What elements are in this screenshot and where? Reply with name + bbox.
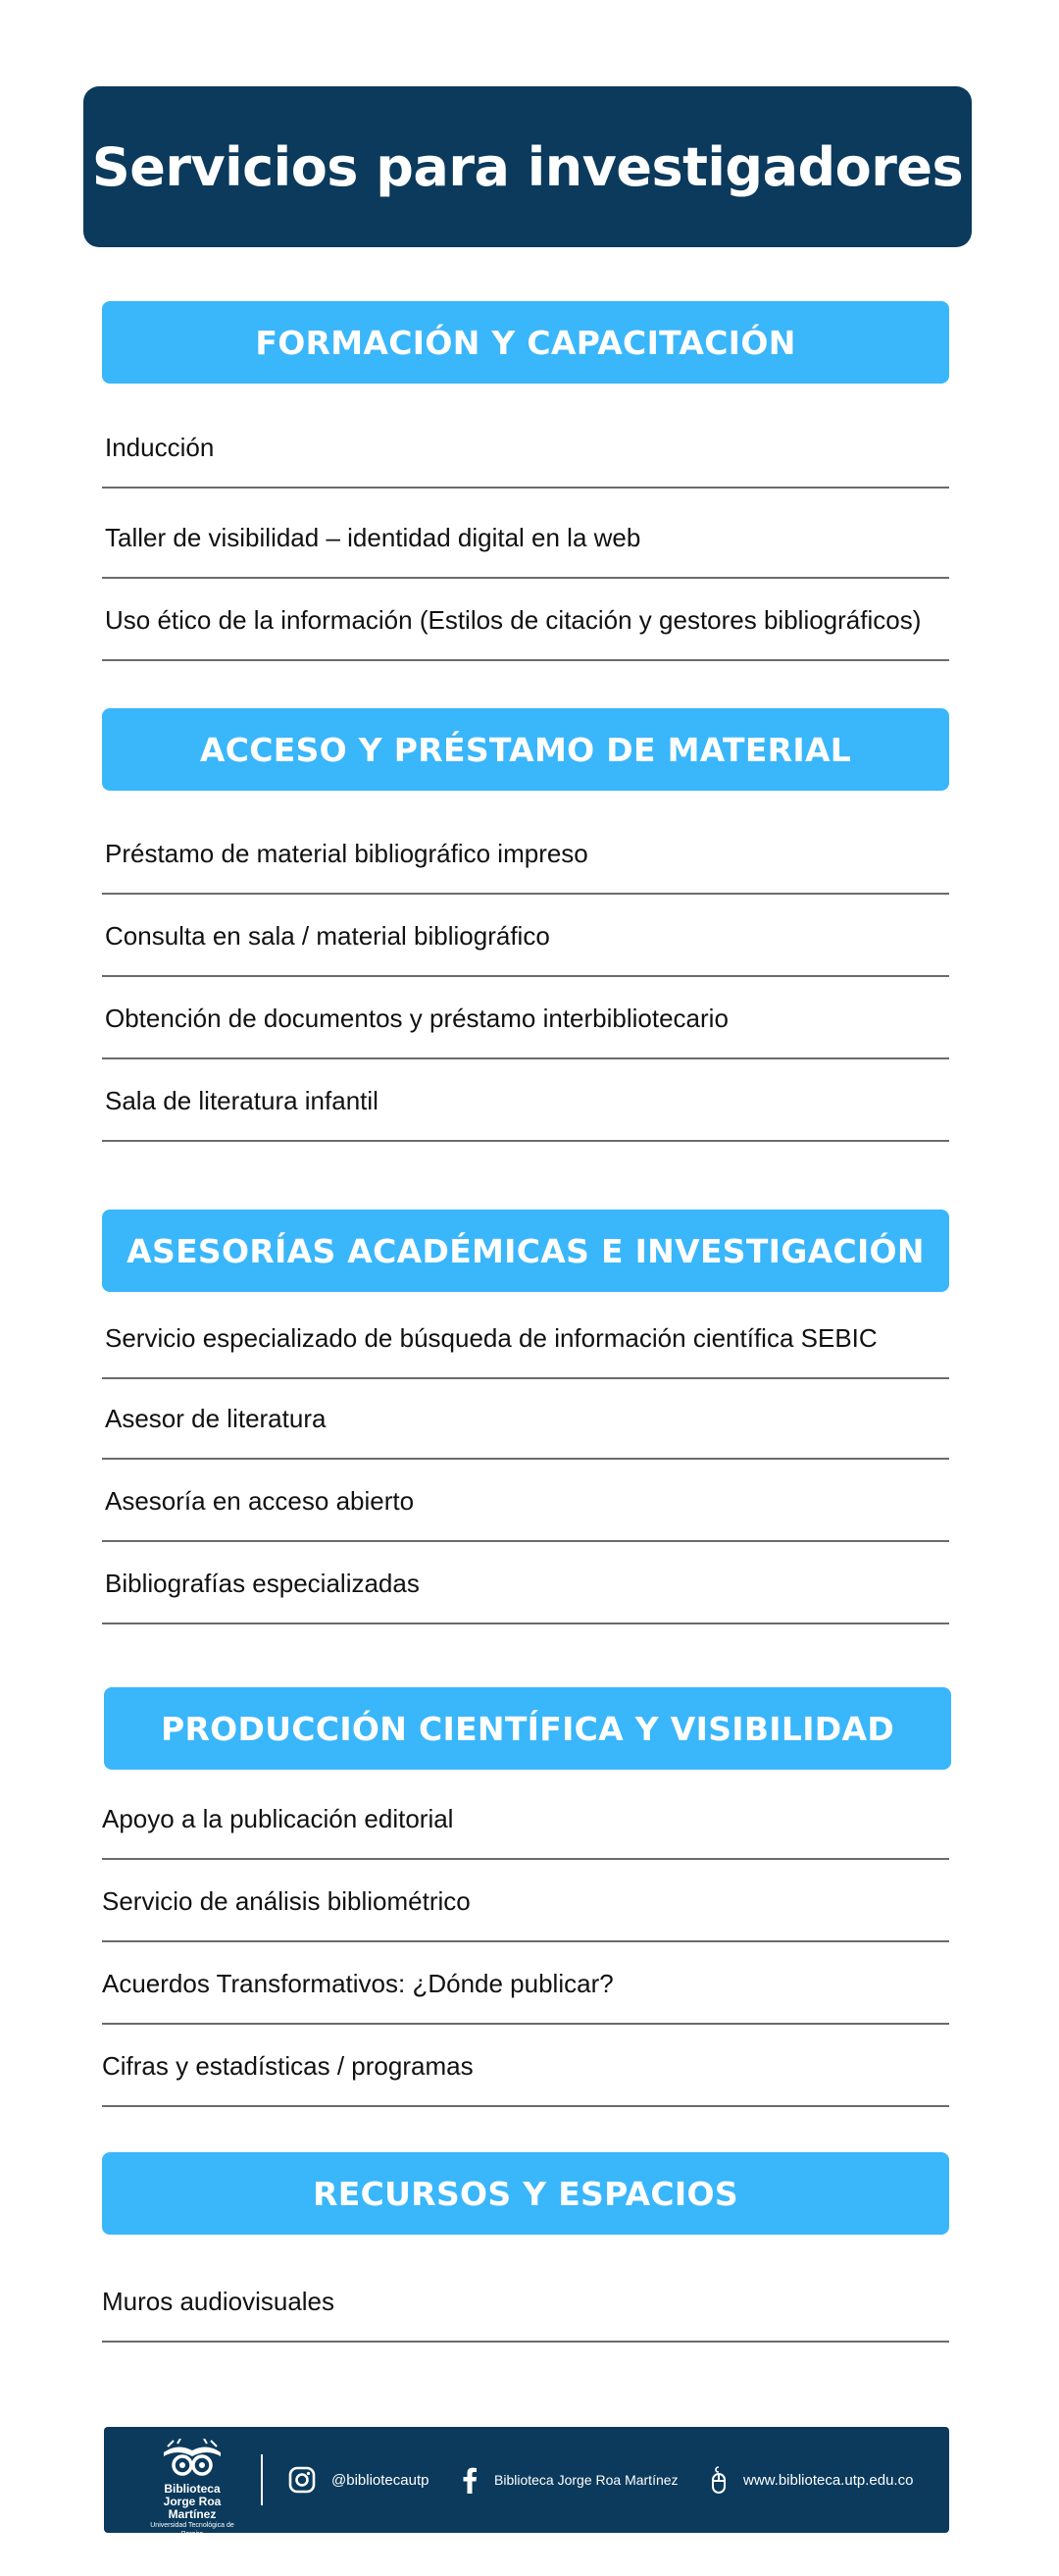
list-item-label: Bibliografías especializadas	[105, 1569, 420, 1598]
section-header-formacion	[102, 301, 949, 384]
list-item[interactable]	[102, 1295, 949, 1379]
facebook-page-name: Biblioteca Jorge Roa Martínez	[494, 2472, 679, 2488]
logo-text-line2: Jorge Roa Martínez	[163, 2495, 222, 2521]
section-title: PRODUCCIÓN CIENTÍFICA Y VISIBILIDAD	[160, 1709, 895, 1748]
list-item-label: Acuerdos Transformativos: ¿Dónde publicar?	[102, 1969, 614, 1998]
library-logo	[143, 2439, 241, 2539]
footer-bar	[104, 2427, 949, 2538]
list-item[interactable]	[102, 402, 949, 489]
page-title: Servicios para investigadores	[91, 135, 964, 198]
list-item[interactable]	[102, 1776, 949, 1860]
list-item-label: Préstamo de material bibliográfico impreso	[105, 839, 588, 868]
section-title: ACCESO Y PRÉSTAMO DE MATERIAL	[199, 730, 852, 769]
section-header-asesorias	[102, 1210, 949, 1292]
list-item-label: Inducción	[105, 433, 215, 462]
page-title-banner	[83, 86, 972, 247]
section-header-produccion	[104, 1687, 951, 1770]
list-item[interactable]	[102, 1458, 949, 1542]
list-item[interactable]	[102, 893, 949, 977]
list-item[interactable]	[102, 2023, 949, 2107]
list-item-label: Cifras y estadísticas / programas	[102, 2051, 474, 2081]
section-header-recursos	[102, 2152, 949, 2235]
list-item[interactable]	[102, 2256, 949, 2343]
list-item-label: Uso ético de la información (Estilos de citación y gestores bibliográficos)	[105, 605, 922, 635]
list-item[interactable]	[102, 1540, 949, 1624]
list-item-label: Asesoría en acceso abierto	[105, 1486, 415, 1516]
list-item[interactable]	[102, 975, 949, 1059]
list-item-label: Obtención de documentos y préstamo interbibliotecario	[105, 1004, 729, 1033]
instagram-icon	[288, 2466, 316, 2494]
list-item-label: Asesor de literatura	[105, 1404, 327, 1433]
list-item-label: Servicio especializado de búsqueda de información científica SEBIC	[105, 1323, 878, 1353]
list-item[interactable]	[102, 1057, 949, 1142]
section-title: ASESORÍAS ACADÉMICAS E INVESTIGACIÓN	[126, 1231, 925, 1270]
logo-text-line1: Biblioteca	[164, 2482, 221, 2496]
section-title: FORMACIÓN Y CAPACITACIÓN	[255, 323, 796, 362]
list-item-label: Apoyo a la publicación editorial	[102, 1804, 454, 1833]
list-item-label: Servicio de análisis bibliométrico	[102, 1886, 471, 1916]
list-item[interactable]	[102, 1940, 949, 2025]
logo-text-line3: Universidad Tecnológica de Pereira	[150, 2522, 234, 2538]
list-item[interactable]	[102, 810, 949, 895]
owl-book-icon	[158, 2439, 227, 2478]
list-item-label: Consulta en sala / material bibliográfico	[105, 921, 550, 951]
list-item[interactable]	[102, 1377, 949, 1460]
instagram-handle: @bibliotecautp	[331, 2471, 429, 2489]
list-item[interactable]	[102, 577, 949, 661]
footer-divider	[261, 2454, 263, 2505]
facebook-icon	[461, 2466, 479, 2494]
website-url: www.biblioteca.utp.edu.co	[743, 2471, 914, 2489]
list-item-label: Sala de literatura infantil	[105, 1086, 378, 1115]
section-title: RECURSOS Y ESPACIOS	[313, 2174, 738, 2213]
list-item[interactable]	[102, 1858, 949, 1942]
list-item-label: Taller de visibilidad – identidad digital en la web	[105, 523, 641, 552]
list-item[interactable]	[102, 487, 949, 579]
list-item-label: Muros audiovisuales	[102, 2287, 335, 2316]
section-header-acceso	[102, 708, 949, 791]
facebook-link[interactable]	[461, 2427, 679, 2533]
mouse-icon	[710, 2465, 728, 2495]
instagram-link[interactable]	[288, 2427, 429, 2533]
website-link[interactable]	[710, 2427, 913, 2533]
